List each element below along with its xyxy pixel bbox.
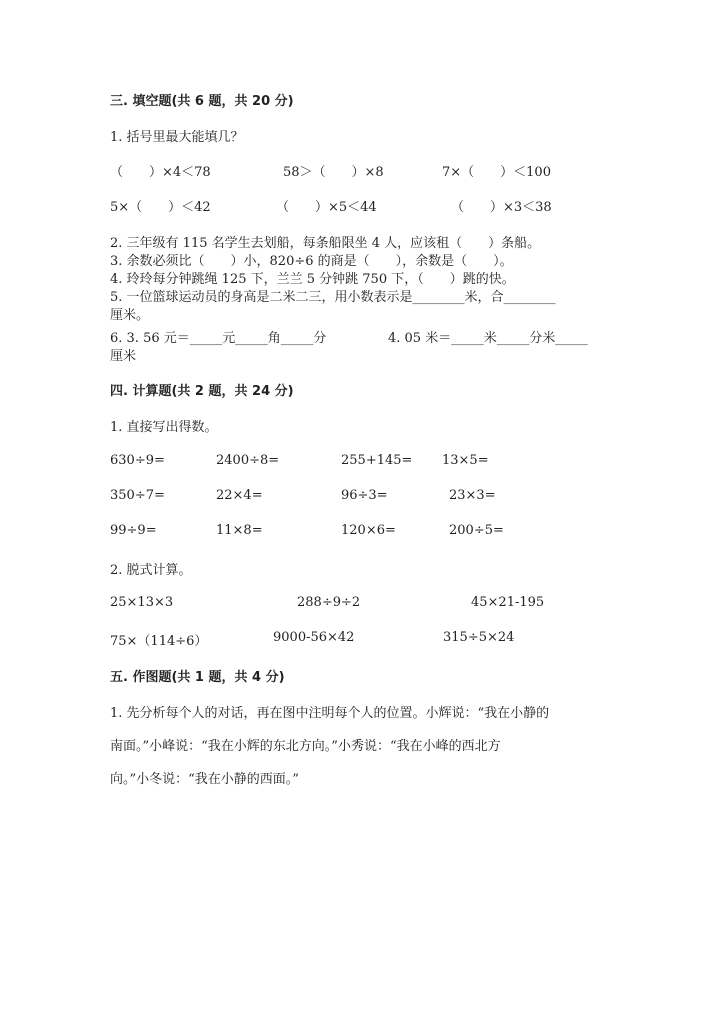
section4-heading: 四. 计算题(共 2 题，共 24 分) [110,384,294,399]
section5-heading: 五. 作图题(共 1 题，共 4 分) [110,670,285,685]
q1-r1-c3: 7×（ ）＜100 [442,165,551,180]
expr-r2-c2: 9000-56×42 [273,630,355,645]
calc-r3-c3: 120×6= [341,523,396,538]
expr-r1-c1: 25×13×3 [110,595,174,610]
section3-q5-line2: 厘米。 [110,308,150,323]
section3-q6-line2: 厘米 [110,349,137,364]
section3-q2: 2. 三年级有 115 名学生去划船，每条船限坐 4 人，应该租（ ）条船。 [110,236,541,251]
q1-r1-c1: （ ）×4＜78 [110,165,211,180]
calc-r2-c3: 96÷3= [341,488,388,503]
q1-r2-c2: （ ）×5＜44 [276,200,377,215]
section3-q3: 3. 余数必须比（ ）小，820÷6 的商是（ ），余数是（ ）。 [110,254,513,269]
expr-r2-c1: 75×（114÷6） [110,634,208,649]
section3-q5-line1: 5. 一位篮球运动员的身高是二米二三，用小数表示是________米，合________ [110,290,556,305]
calc-r1-c1: 630÷9= [110,453,165,468]
section3-heading: 三. 填空题(共 6 题，共 20 分) [110,94,294,109]
q1-r1-c2: 58＞（ ）×8 [283,165,384,180]
section5-q1-line1: 1. 先分析每个人的对话，再在图中注明每个人的位置。小辉说：“我在小静的 [110,706,550,721]
section5-q1-line2: 南面。”小峰说：“我在小辉的东北方向。”小秀说：“我在小峰的西北方 [110,739,501,754]
q1-r2-c3: （ ）×3＜38 [451,200,552,215]
calc-r1-c4: 13×5= [442,453,489,468]
expr-r2-c3: 315÷5×24 [443,630,515,645]
expr-r1-c3: 45×21-195 [471,595,545,610]
calc-r2-c4: 23×3= [449,488,496,503]
section3-q4: 4. 玲玲每分钟跳绳 125 下，兰兰 5 分钟跳 750 下，（ ）跳的快。 [110,272,515,287]
q1-r2-c1: 5×（ ）＜42 [110,200,211,215]
calc-r1-c3: 255+145= [341,453,413,468]
calc-r3-c4: 200÷5= [449,523,504,538]
calc-r2-c2: 22×4= [216,488,263,503]
calc-r3-c1: 99÷9= [110,523,157,538]
calc-r2-c1: 350÷7= [110,488,165,503]
section3-q6-part1: 6. 3. 56 元＝_____元_____角_____分 [110,331,327,346]
section5-q1-line3: 向。”小冬说：“我在小静的西面。” [110,772,299,787]
expr-r1-c2: 288÷9÷2 [297,595,361,610]
section3-q1-title: 1. 括号里最大能填几？ [110,130,244,145]
calc-r3-c2: 11×8= [216,523,263,538]
section4-q2-title: 2. 脱式计算。 [110,563,192,578]
section4-q1-title: 1. 直接写出得数。 [110,420,218,435]
calc-r1-c2: 2400÷8= [216,453,280,468]
section3-q6-part2: 4. 05 米＝_____米_____分米_____ [388,331,588,346]
